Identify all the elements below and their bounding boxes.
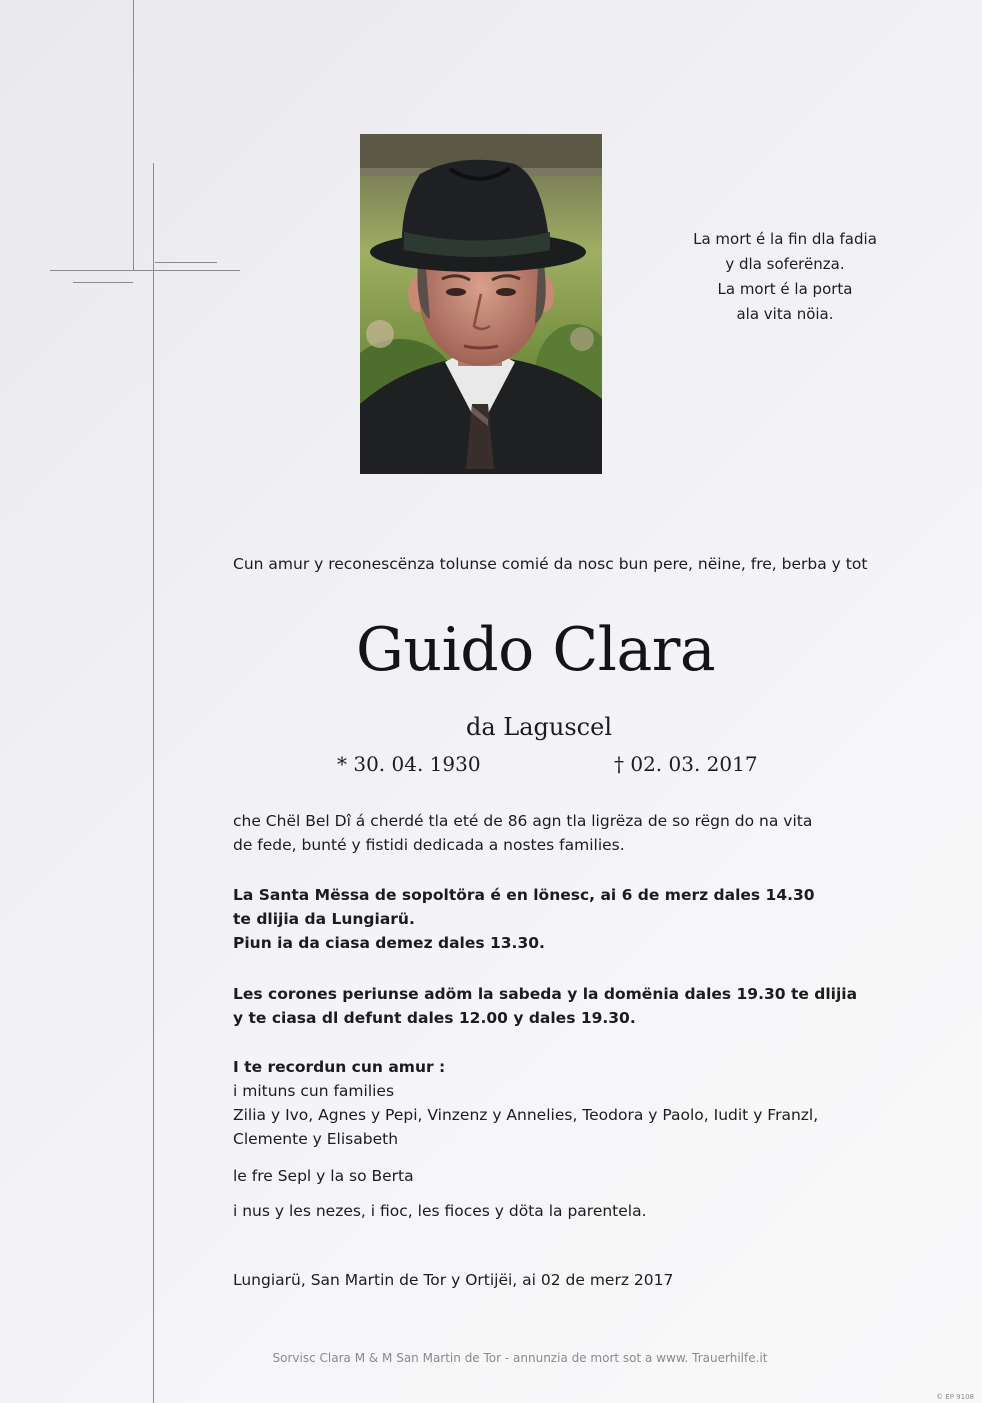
mourners-relatives (233, 1199, 873, 1223)
intro-text: Cun amur y reconescënza tolunse comié da nosc bun pere, nëine, fre, berba y tot (233, 555, 868, 573)
mass-line: La Santa Mëssa de sopoltöra é en lönesc, ai 6 de merz dales 14.30 (233, 886, 815, 904)
memorial-quote (670, 227, 900, 327)
quote-line: La mort é la fin dla fadia (693, 230, 877, 248)
quote-line: y dla soferënza. (725, 255, 845, 273)
quote-line: ala vita nöia. (736, 305, 834, 323)
rosary-info (233, 982, 873, 1030)
rosary-line: Les corones periunse adöm la sabeda y la domënia dales 19.30 te dlijia (233, 985, 858, 1003)
mourners-list (233, 1055, 873, 1151)
death-date: † 02. 03. 2017 (614, 752, 758, 776)
dedication-text (233, 809, 873, 857)
rosary-line: y te ciasa dl defunt dales 12.00 y dales 19.30. (233, 1009, 636, 1027)
footer-credit: Sorvisc Clara M & M San Martin de Tor - annunzia de mort sot a www. Trauerhilfe.it (272, 1351, 768, 1365)
cross-line (50, 270, 240, 271)
mourners-line: le fre Sepl y la so Berta (233, 1167, 414, 1185)
funeral-mass-info (233, 883, 873, 955)
footer-code: © EP 9108 (936, 1393, 974, 1401)
cross-line (155, 262, 217, 263)
dedication-line: che Chël Bel Dî á cherdé tla eté de 86 agn tla ligrëza de so rëgn do na vita (233, 812, 813, 830)
place-date-line: Lungiarü, San Martin de Tor y Ortijëi, ai 02 de merz 2017 (233, 1271, 674, 1289)
place-date (233, 1268, 873, 1292)
cross-line (133, 0, 134, 270)
deceased-origin: da Laguscel (466, 713, 613, 741)
mass-line: te dlijia da Lungiarü. (233, 910, 415, 928)
cross-line (73, 282, 133, 283)
mourners-siblings (233, 1164, 873, 1188)
deceased-name: Guido Clara (356, 615, 716, 685)
mass-line: Piun ia da ciasa demez dales 13.30. (233, 934, 545, 952)
dedication-line: de fede, bunté y fistidi dedicada a nostes families. (233, 836, 625, 854)
cross-line (153, 163, 154, 1403)
birth-date: * 30. 04. 1930 (337, 752, 481, 776)
quote-line: La mort é la porta (717, 280, 853, 298)
mourners-line: Clemente y Elisabeth (233, 1130, 399, 1148)
mourners-heading: I te recordun cun amur : (233, 1058, 446, 1076)
mourners-line: Zilia y Ivo, Agnes y Pepi, Vinzenz y Annelies, Teodora y Paolo, Iudit y Franzl, (233, 1106, 819, 1124)
mourners-line: i mituns cun families (233, 1082, 395, 1100)
portrait-photo (360, 134, 602, 474)
mourners-line: i nus y les nezes, i fioc, les fioces y döta la parentela. (233, 1202, 647, 1220)
